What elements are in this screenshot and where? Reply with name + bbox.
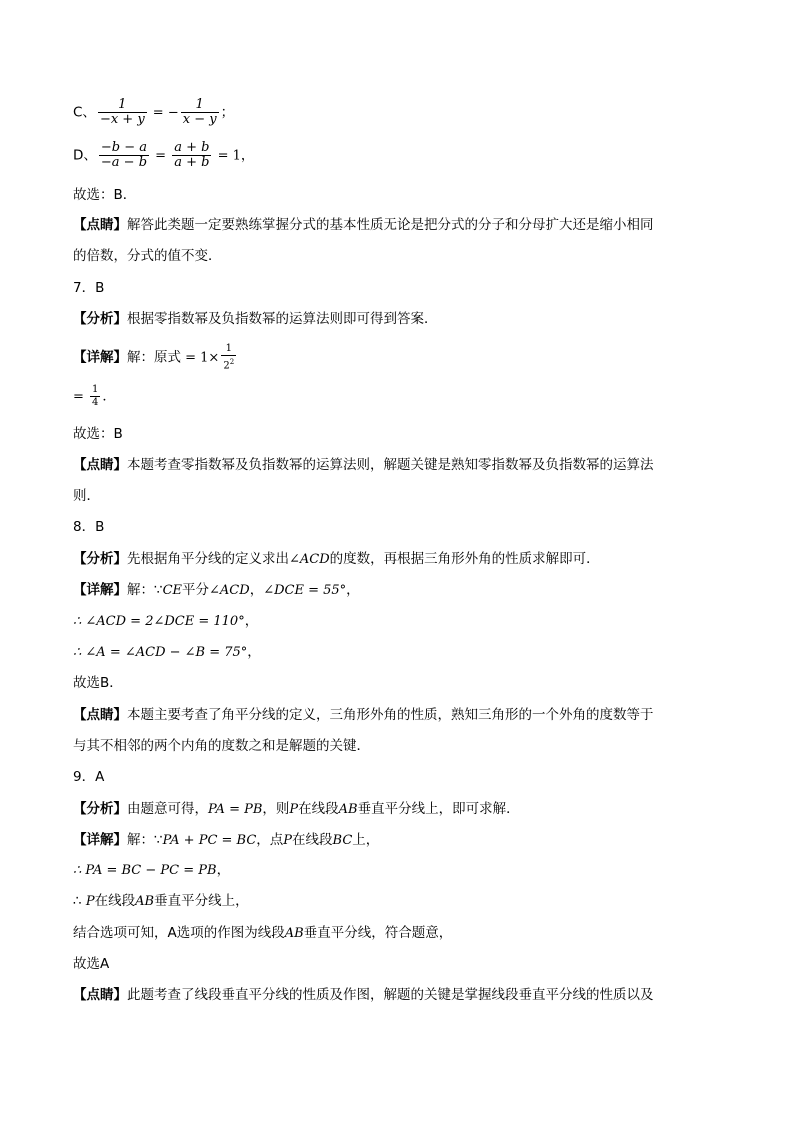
option-c-label: C、 xyxy=(73,104,96,121)
question-number: 9．A xyxy=(73,769,105,785)
fraction: $\frac{a + b}{a + b}$ xyxy=(174,140,210,170)
answer-line: 故选：B xyxy=(73,426,123,442)
question-number: 8．B xyxy=(73,519,105,535)
step-line: ∴ ∠ACD = 2∠DCE = 110°， xyxy=(73,613,259,629)
analysis-tag: 【分析】 xyxy=(73,311,127,327)
comment-continuation: 与其不相邻的两个内角的度数之和是解题的关键． xyxy=(73,738,370,754)
result-line: = $\frac{1}{4}$ ． xyxy=(73,384,116,408)
comment-paragraph: 【点睛】解答此类题一定要熟练掌握分式的基本性质无论是把分式的分子和分母扩大还是缩小相同 xyxy=(73,217,654,233)
analysis-line: 【分析】先根据角平分线的定义求出∠ACD的度数，再根据三角形外角的性质求解即可． xyxy=(73,551,600,567)
answer-line: 故选：B． xyxy=(73,187,137,203)
answer-line: 故选B． xyxy=(73,675,123,691)
fraction: $\frac{1}{-x + y}$ xyxy=(99,97,145,127)
solution-line: 【详解】解：∵CE平分∠ACD，∠DCE = 55°， xyxy=(73,582,360,598)
comment-tag: 【点睛】 xyxy=(73,987,127,1003)
answer-line: 故选A xyxy=(73,956,110,972)
analysis-tag: 【分析】 xyxy=(73,551,127,567)
option-d-line: D、 $\frac{-b - a}{-a - b}$ = $\frac{a + b}{a + b}$ = 1， xyxy=(73,140,255,170)
option-c-line: C、 $\frac{1}{-x + y}$ = − $\frac{1}{x - y}$ ； xyxy=(73,97,235,127)
solution-tag: 【详解】 xyxy=(73,832,127,848)
fraction: $\frac{-b - a}{-a - b}$ xyxy=(100,140,148,170)
comment-paragraph: 【点睛】本题考查零指数幂及负指数幂的运算法则，解题关键是熟知零指数幂及负指数幂的运算法 xyxy=(73,457,654,473)
comment-continuation: 的倍数，分式的值不变． xyxy=(73,248,222,264)
analysis-line: 【分析】根据零指数幂及负指数幂的运算法则即可得到答案． xyxy=(73,311,438,327)
analysis-line: 【分析】由题意可得，PA = PB，则P在线段AB垂直平分线上，即可求解． xyxy=(73,801,520,817)
analysis-tag: 【分析】 xyxy=(73,801,127,817)
comment-continuation: 则． xyxy=(73,488,100,504)
question-number: 7．B xyxy=(73,280,105,296)
option-d-label: D、 xyxy=(73,147,97,164)
comment-paragraph: 【点睛】此题考查了线段垂直平分线的性质及作图，解题的关键是掌握线段垂直平分线的性质以及 xyxy=(73,987,654,1003)
step-line: ∴ P在线段AB垂直平分线上， xyxy=(73,893,249,909)
fraction: $\frac{1}{4}$ xyxy=(92,384,99,408)
step-line: ∴ ∠A = ∠ACD − ∠B = 75°， xyxy=(73,644,261,660)
comment-paragraph: 【点睛】本题主要考查了角平分线的定义，三角形外角的性质，熟知三角形的一个外角的度数等于 xyxy=(73,707,654,723)
comment-tag: 【点睛】 xyxy=(73,457,127,473)
solution-line: 【详解】解：原式 = 1× $\frac{1}{2^2}$ xyxy=(73,343,235,372)
solution-tag: 【详解】 xyxy=(73,349,127,366)
solution-tag: 【详解】 xyxy=(73,582,127,598)
comment-tag: 【点睛】 xyxy=(73,217,127,233)
solution-line: 【详解】解：∵PA + PC = BC，点P在线段BC上， xyxy=(73,832,380,848)
conclusion-line: 结合选项可知，A选项的作图为线段AB垂直平分线，符合题意， xyxy=(73,925,453,941)
step-line: ∴ PA = BC − PC = PB， xyxy=(73,862,231,878)
comment-tag: 【点睛】 xyxy=(73,707,127,723)
fraction: $\frac{1}{2^2}$ xyxy=(223,343,235,372)
fraction: $\frac{1}{x - y}$ xyxy=(182,97,217,127)
